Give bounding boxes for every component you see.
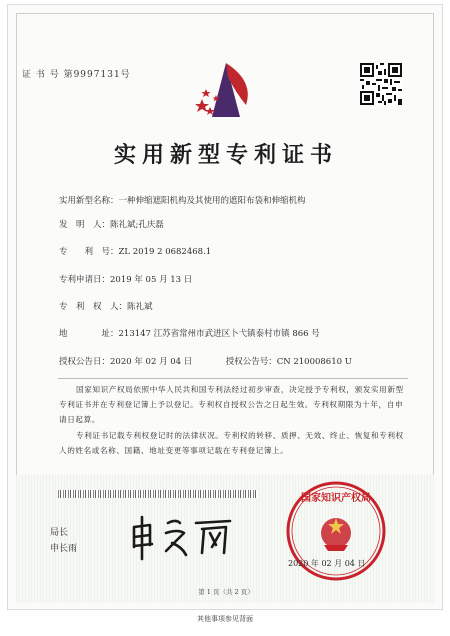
field-label: 发 明 人：: [59, 220, 111, 230]
field-inventor: [59, 218, 164, 230]
body-paragraph-2: 专利证书记载专利权登记时的法律状况。专利权的转移、质押、无效、终止、恢复和专利权人的姓名或名称、国籍、地址变更等事项记载在专利登记簿上。: [59, 431, 404, 455]
seal-text: 国家知识产权局: [301, 493, 371, 504]
field-grant-info: [59, 355, 352, 367]
field-application-date: [59, 273, 192, 285]
seal-date: 2020 年 02 月 04 日: [288, 559, 366, 568]
grant-number-value: CN 210008610 U: [276, 357, 352, 367]
barcode-strip: [58, 490, 258, 498]
field-value: ZL 2019 2 0682468.1: [118, 247, 212, 257]
separator: [58, 378, 408, 379]
field-label: 专 利 权 人：: [59, 302, 128, 312]
field-label: 实用新型名称：: [59, 196, 119, 206]
field-address: [59, 327, 320, 339]
field-value: 213147 江苏省常州市武进区卜弋镇泰村市镇 866 号: [118, 329, 320, 339]
body-paragraph-1: 国家知识产权局依照中华人民共和国专利法经过初步审查，决定授予专利权，颁发实用新型专利证书并在专利登记簿上予以登记。专利权自授权公告之日起生效。专利权期限为十年，自申请日起算。: [59, 385, 404, 424]
certificate: [7, 4, 443, 610]
grant-date-label: 授权公告日：: [59, 357, 111, 367]
certificate-number: 证 书 号 第9997131号: [22, 70, 131, 80]
field-value: 2019 年 05 月 13 日: [110, 275, 193, 285]
signature-name: 申长雨: [50, 544, 78, 554]
qr-code-icon: [360, 63, 402, 105]
field-label: 专利申请日：: [59, 275, 111, 285]
handwritten-signature: [126, 513, 236, 561]
signature-title: 局长: [50, 528, 69, 538]
field-utility-model-name: [59, 194, 306, 206]
field-label: 专 利 号：: [59, 247, 119, 257]
field-patent-number: [59, 245, 211, 257]
grant-number-label: 授权公告号：: [225, 357, 277, 367]
field-value: 一种伸缩遮阳机构及其使用的遮阳布袋和伸缩机构: [118, 196, 306, 206]
patent-office-emblem-icon: [192, 59, 264, 123]
page-indicator: 第 1 页（共 2 页）: [198, 588, 254, 596]
certificate-title: 实用新型专利证书: [113, 142, 338, 168]
field-value: 陈礼斌;孔庆磊: [110, 220, 164, 230]
field-value: 陈礼斌: [127, 302, 153, 312]
field-label: 地 址：: [59, 329, 119, 339]
grant-date-value: 2020 年 02 月 04 日: [110, 357, 193, 367]
bottom-note: 其他事项参见背面: [197, 615, 253, 623]
field-patentee: [59, 300, 153, 312]
